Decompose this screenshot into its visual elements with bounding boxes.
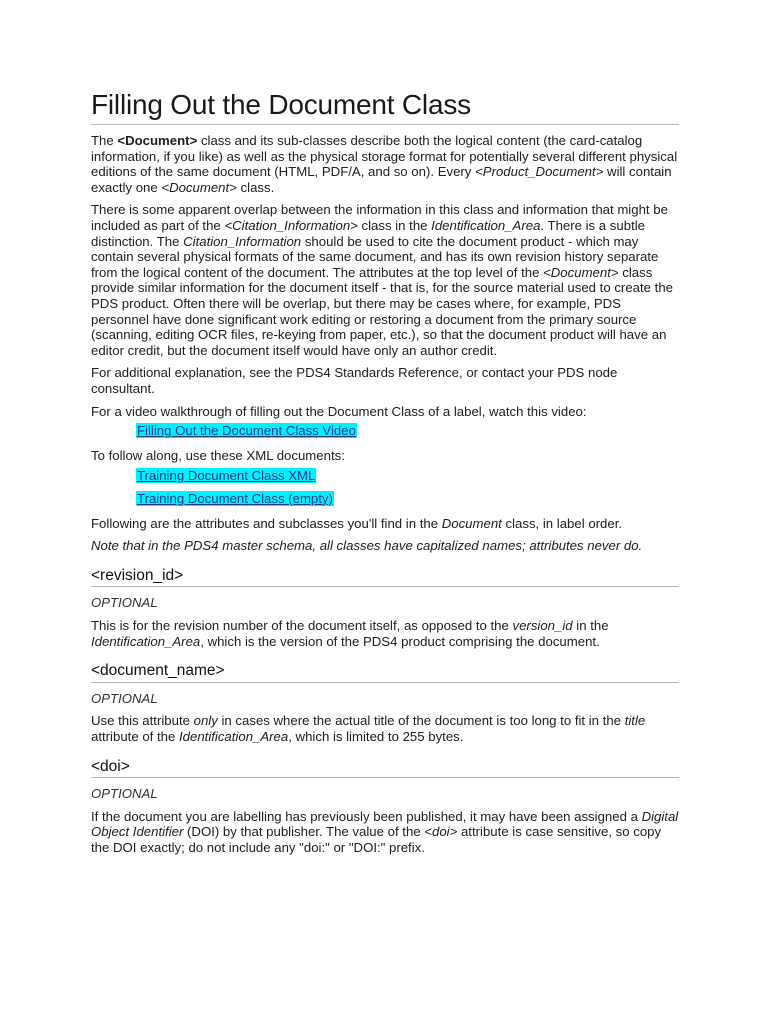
- text: in the: [572, 618, 609, 634]
- section-revision-id: [91, 568, 679, 649]
- text: class.: [236, 179, 275, 195]
- document-page: [91, 88, 679, 856]
- training-xml-link[interactable]: Training Document Class XML: [137, 467, 316, 483]
- section-body: [91, 713, 679, 744]
- text: class, in label order.: [501, 515, 623, 531]
- text: , which is the version of the PDS4 product comprising the document.: [200, 633, 600, 649]
- following-paragraph: [91, 516, 679, 532]
- emphasis: Digital Object Identifier: [91, 808, 679, 840]
- section-body: [91, 618, 679, 649]
- emphasis: Citation_Information: [183, 233, 302, 249]
- text: Use this attribute: [91, 713, 194, 729]
- optional-label: OPTIONAL: [91, 690, 158, 706]
- xml-link-row: [91, 468, 679, 488]
- emphasis: only: [193, 713, 218, 729]
- section-doi: [91, 759, 679, 856]
- note-paragraph: [91, 538, 679, 554]
- text: , which is limited to 255 bytes.: [288, 729, 464, 745]
- section-document-name: [91, 663, 679, 744]
- note-text: Note that in the PDS4 master schema, all classes have capitalized names; attributes never do.: [91, 538, 643, 554]
- emphasis: Document: [441, 515, 502, 531]
- section-heading: <revision_id>: [91, 568, 679, 588]
- text: attribute is case sensitive, so copy the DOI exactly; do not include any "doi:" or "DOI:" prefix.: [91, 824, 662, 855]
- emphasis: <doi>: [424, 824, 458, 840]
- text: class provide similar information for the document itself - that is, for the source material used to create the PDS product. Often there will be overlap, but there may be cases where, for example, PDS personnel have done significant work editing or restoring a document from the primary source (scanning, editing OCR files, re-keying from paper, etc.), so that the document product will have an editor credit, but the document itself would have only an author credit.: [91, 264, 673, 358]
- text: class in the: [357, 217, 432, 233]
- text: should be used to cite the document product - which may contain several physical formats of the same document, and has its own revision history separate from the logical content of the document. The attributes at the top level of the: [91, 233, 659, 280]
- text: This is for the revision number of the document itself, as opposed to the: [91, 618, 513, 634]
- emphasis: Identification_Area: [431, 217, 541, 233]
- text: attribute of the: [91, 729, 179, 745]
- training-xml-empty-link[interactable]: Training Document Class (empty): [137, 490, 333, 506]
- optional-label: OPTIONAL: [91, 786, 158, 802]
- xml-empty-link-row: [91, 491, 679, 511]
- overlap-paragraph: [91, 202, 679, 358]
- optional-label: OPTIONAL: [91, 595, 158, 611]
- emphasis: <Document>: [117, 133, 198, 148]
- additional-paragraph: For additional explanation, see the PDS4 Standards Reference, or contact your PDS node consultant.: [91, 365, 618, 396]
- text: Following are the attributes and subclasses you'll find in the: [91, 515, 442, 531]
- text: There is some apparent overlap between the information in this class and information that might be included as part of the: [91, 202, 668, 233]
- section-heading: <doi>: [91, 759, 679, 779]
- video-link-row: [91, 423, 679, 443]
- text: If the document you are labelling has previously been published, it may have been assigned a: [91, 808, 642, 824]
- emphasis: <Document>: [543, 264, 619, 280]
- text: in cases where the actual title of the document is too long to fit in the: [217, 713, 625, 729]
- section-heading: <document_name>: [91, 663, 679, 683]
- text: The: [91, 133, 118, 148]
- emphasis: Identification_Area: [91, 633, 201, 649]
- section-body: [91, 809, 679, 856]
- emphasis: <Product_Document>: [475, 164, 604, 180]
- emphasis: <Document>: [161, 179, 237, 195]
- text: class and its sub-classes describe both the logical content (the card-catalog information, if you like) as well as the physical storage format for potentially several different physical editions of the same document (HTML, PDF/A, and so on). Every: [91, 133, 678, 180]
- text: will contain exactly one: [91, 164, 672, 195]
- text: . There is a subtle distinction. The: [91, 217, 646, 249]
- text: (DOI) by that publisher. The value of the: [183, 824, 425, 840]
- emphasis: Identification_Area: [178, 729, 289, 745]
- page-title: Filling Out the Document Class: [91, 88, 679, 125]
- emphasis: title: [624, 713, 646, 729]
- intro-paragraph: [91, 133, 679, 195]
- follow-intro: To follow along, use these XML documents:: [91, 448, 345, 464]
- emphasis: <Citation_Information>: [224, 217, 358, 233]
- emphasis: version_id: [512, 618, 573, 634]
- video-intro: For a video walkthrough of filling out the Document Class of a label, watch this video:: [91, 403, 587, 419]
- video-link[interactable]: Filling Out the Document Class Video: [137, 423, 356, 439]
